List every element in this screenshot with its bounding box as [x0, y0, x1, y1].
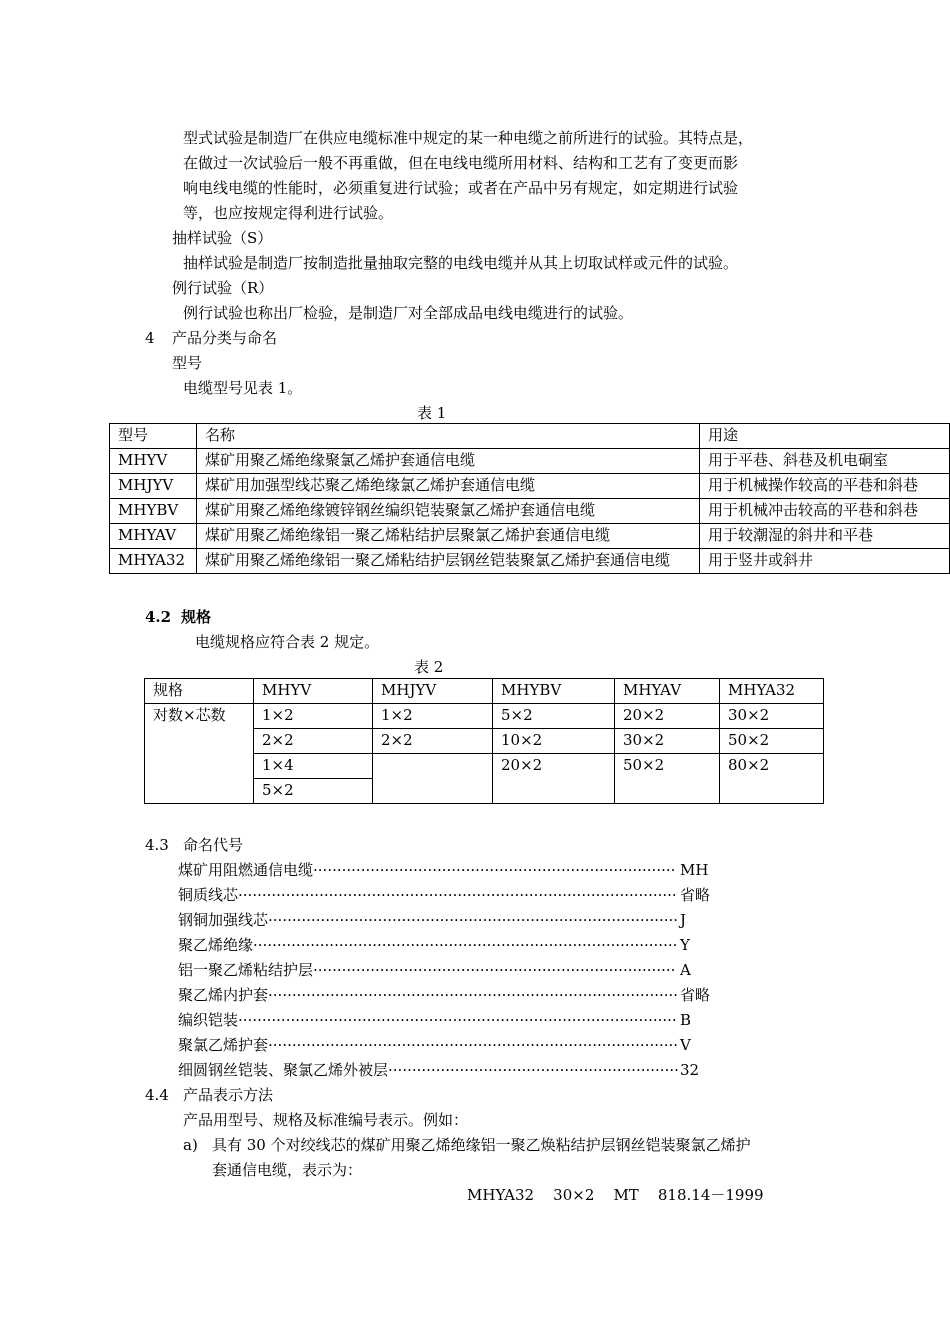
- leader-dots: ············································································: [313, 861, 676, 879]
- code-label: 细圆钢丝铠装、聚氯乙烯外被层: [178, 1061, 389, 1079]
- code-item: [178, 1010, 677, 1030]
- section-4-2-title: 规格: [181, 608, 212, 626]
- table-cell: 5×2: [493, 704, 615, 729]
- table-cell: 用于平巷、斜巷及机电硐室: [700, 449, 950, 474]
- section-4-3-number: 4.3: [145, 836, 169, 854]
- example-a-text-2: 套通信电缆，表示为：: [212, 1161, 363, 1179]
- table-row: [110, 524, 950, 549]
- table-cell: 20×2: [615, 704, 720, 729]
- code-item: [178, 885, 677, 905]
- table-row: [110, 549, 950, 574]
- table-cell: 煤矿用加强型线芯聚乙烯绝缘氯乙烯护套通信电缆: [197, 474, 700, 499]
- table-cell: MHYAV: [110, 524, 197, 549]
- intro-line-4: 等，也应按规定得利进行试验。: [183, 204, 394, 222]
- table-row: [110, 449, 950, 474]
- code-value: Y: [680, 936, 690, 954]
- table-header: MHYBV: [493, 679, 615, 704]
- code-label: 编织铠装: [178, 1011, 239, 1029]
- code-item: [178, 1035, 678, 1055]
- table-cell: MHYV: [110, 449, 197, 474]
- section-4-title: 产品分类与命名: [172, 329, 278, 347]
- table-cell: 煤矿用聚乙烯绝缘铝一聚乙烯粘结护层钢丝铠装聚氯乙烯护套通信电缆: [197, 549, 700, 574]
- section-4-3-title: 命名代号: [183, 836, 244, 854]
- code-label: 煤矿用阻燃通信电缆: [178, 861, 314, 879]
- spec-table: [144, 678, 824, 804]
- sampling-test-title: 抽样试验（S）: [172, 229, 273, 247]
- table-cell: 2×2: [254, 729, 373, 754]
- table-cell: 1×4: [254, 754, 373, 779]
- table-cell: 30×2: [720, 704, 824, 729]
- table-row: [145, 704, 824, 729]
- table-header: MHYV: [254, 679, 373, 704]
- code-value: V: [680, 1036, 691, 1054]
- table-header-row: [145, 679, 824, 704]
- table-cell: MHYA32: [110, 549, 197, 574]
- table-cell: 20×2: [493, 754, 615, 804]
- table-cell: 用于较潮湿的斜井和平巷: [700, 524, 950, 549]
- table-header: 名称: [197, 424, 700, 449]
- section-4-4-title: 产品表示方法: [183, 1086, 274, 1104]
- code-label: 聚乙烯绝缘: [178, 936, 254, 954]
- routine-test-text: 例行试验也称出厂检验，是制造厂对全部成品电线电缆进行的试验。: [183, 304, 634, 322]
- section-4-subtitle: 型号: [172, 354, 203, 372]
- table-cell: 用于竖井或斜井: [700, 549, 950, 574]
- table-cell: 30×2: [615, 729, 720, 754]
- code-item: [178, 860, 675, 880]
- table-cell: 用于机械操作较高的平巷和斜巷: [700, 474, 950, 499]
- code-value: MH: [680, 861, 709, 879]
- intro-line-2: 在做过一次试验后一般不再重做，但在电线电缆所用材料、结构和工艺有了变更而影: [183, 154, 739, 172]
- code-value: 32: [680, 1061, 700, 1079]
- table-cell: 80×2: [720, 754, 824, 804]
- table-header: 规格: [145, 679, 254, 704]
- code-item: [178, 985, 678, 1005]
- leader-dots: ······················································································: [268, 911, 679, 929]
- leader-dots: ·························································································: [253, 936, 678, 954]
- table-cell: 煤矿用聚乙烯绝缘铝一聚乙烯粘结护层聚氯乙烯护套通信电缆: [197, 524, 700, 549]
- example-designation: MHYA32 30×2 MT 818.14－1999: [467, 1186, 764, 1204]
- table2-caption: 表 2: [414, 658, 444, 676]
- code-item: [178, 1060, 679, 1080]
- table-cell: 1×2: [254, 704, 373, 729]
- table-header: 型号: [110, 424, 197, 449]
- table-header: MHYAV: [615, 679, 720, 704]
- table-cell: MHJYV: [110, 474, 197, 499]
- code-label: 钢铜加强线芯: [178, 911, 269, 929]
- code-item: [178, 910, 678, 930]
- table-cell: 煤矿用聚乙烯绝缘镀锌钢丝编织铠装聚氯乙烯护套通信电缆: [197, 499, 700, 524]
- section-4-text: 电缆型号见表 1。: [183, 379, 303, 397]
- table-cell: 用于机械冲击较高的平巷和斜巷: [700, 499, 950, 524]
- leader-dots: ·····························································: [388, 1061, 679, 1079]
- code-item: [178, 960, 675, 980]
- code-value: 省略: [680, 886, 711, 904]
- section-4-2-number: 4.2: [145, 608, 172, 626]
- table-cell: 5×2: [254, 779, 373, 804]
- table-cell: 10×2: [493, 729, 615, 754]
- model-table: [109, 423, 950, 574]
- leader-dots: ····························································································: [238, 886, 677, 904]
- sampling-test-text: 抽样试验是制造厂按制造批量抽取完整的电线电缆并从其上切取试样或元件的试验。: [183, 254, 739, 272]
- table-cell: MHYBV: [110, 499, 197, 524]
- example-a-text-1: 具有 30 个对绞线芯的煤矿用聚乙烯绝缘铝一聚乙焕粘结护层钢丝铠装聚氯乙烯护: [212, 1136, 751, 1154]
- table-cell: 2×2: [373, 729, 493, 754]
- leader-dots: ······················································································: [268, 1036, 679, 1054]
- code-label: 铜质线芯: [178, 886, 239, 904]
- table-row: [110, 499, 950, 524]
- section-4-4-text: 产品用型号、规格及标准编号表示。例如：: [183, 1111, 469, 1129]
- code-label: 聚乙烯内护套: [178, 986, 269, 1004]
- table1-caption: 表 1: [417, 404, 447, 422]
- code-label: 聚氯乙烯护套: [178, 1036, 269, 1054]
- example-a-label: a): [183, 1136, 198, 1154]
- table-cell: 50×2: [615, 754, 720, 804]
- intro-line-3: 响电线电缆的性能时，必须重复进行试验；或者在产品中另有规定，如定期进行试验: [183, 179, 739, 197]
- table-header: MHYA32: [720, 679, 824, 704]
- code-label: 铝一聚乙烯粘结护层: [178, 961, 314, 979]
- leader-dots: ····························································································: [238, 1011, 677, 1029]
- table-cell: 50×2: [720, 729, 824, 754]
- table-row: [110, 474, 950, 499]
- code-value: A: [680, 961, 691, 979]
- table-cell: 对数×芯数: [145, 704, 254, 804]
- leader-dots: ······················································································: [268, 986, 679, 1004]
- table-header-row: [110, 424, 950, 449]
- leader-dots: ············································································: [313, 961, 676, 979]
- code-value: B: [680, 1011, 692, 1029]
- code-value: J: [680, 911, 687, 929]
- section-4-number: 4: [145, 329, 155, 347]
- table-cell: 1×2: [373, 704, 493, 729]
- intro-line-1: 型式试验是制造厂在供应电缆标准中规定的某一种电缆之前所进行的试验。其特点是，: [183, 129, 754, 147]
- table-header: MHJYV: [373, 679, 493, 704]
- table-header: 用途: [700, 424, 950, 449]
- table-cell: [373, 754, 493, 804]
- section-4-2-text: 电缆规格应符合表 2 规定。: [195, 633, 380, 651]
- code-value: 省略: [680, 986, 711, 1004]
- table-cell: 煤矿用聚乙烯绝缘聚氯乙烯护套通信电缆: [197, 449, 700, 474]
- code-item: [178, 935, 677, 955]
- section-4-4-number: 4.4: [145, 1086, 169, 1104]
- routine-test-title: 例行试验（R）: [172, 279, 274, 297]
